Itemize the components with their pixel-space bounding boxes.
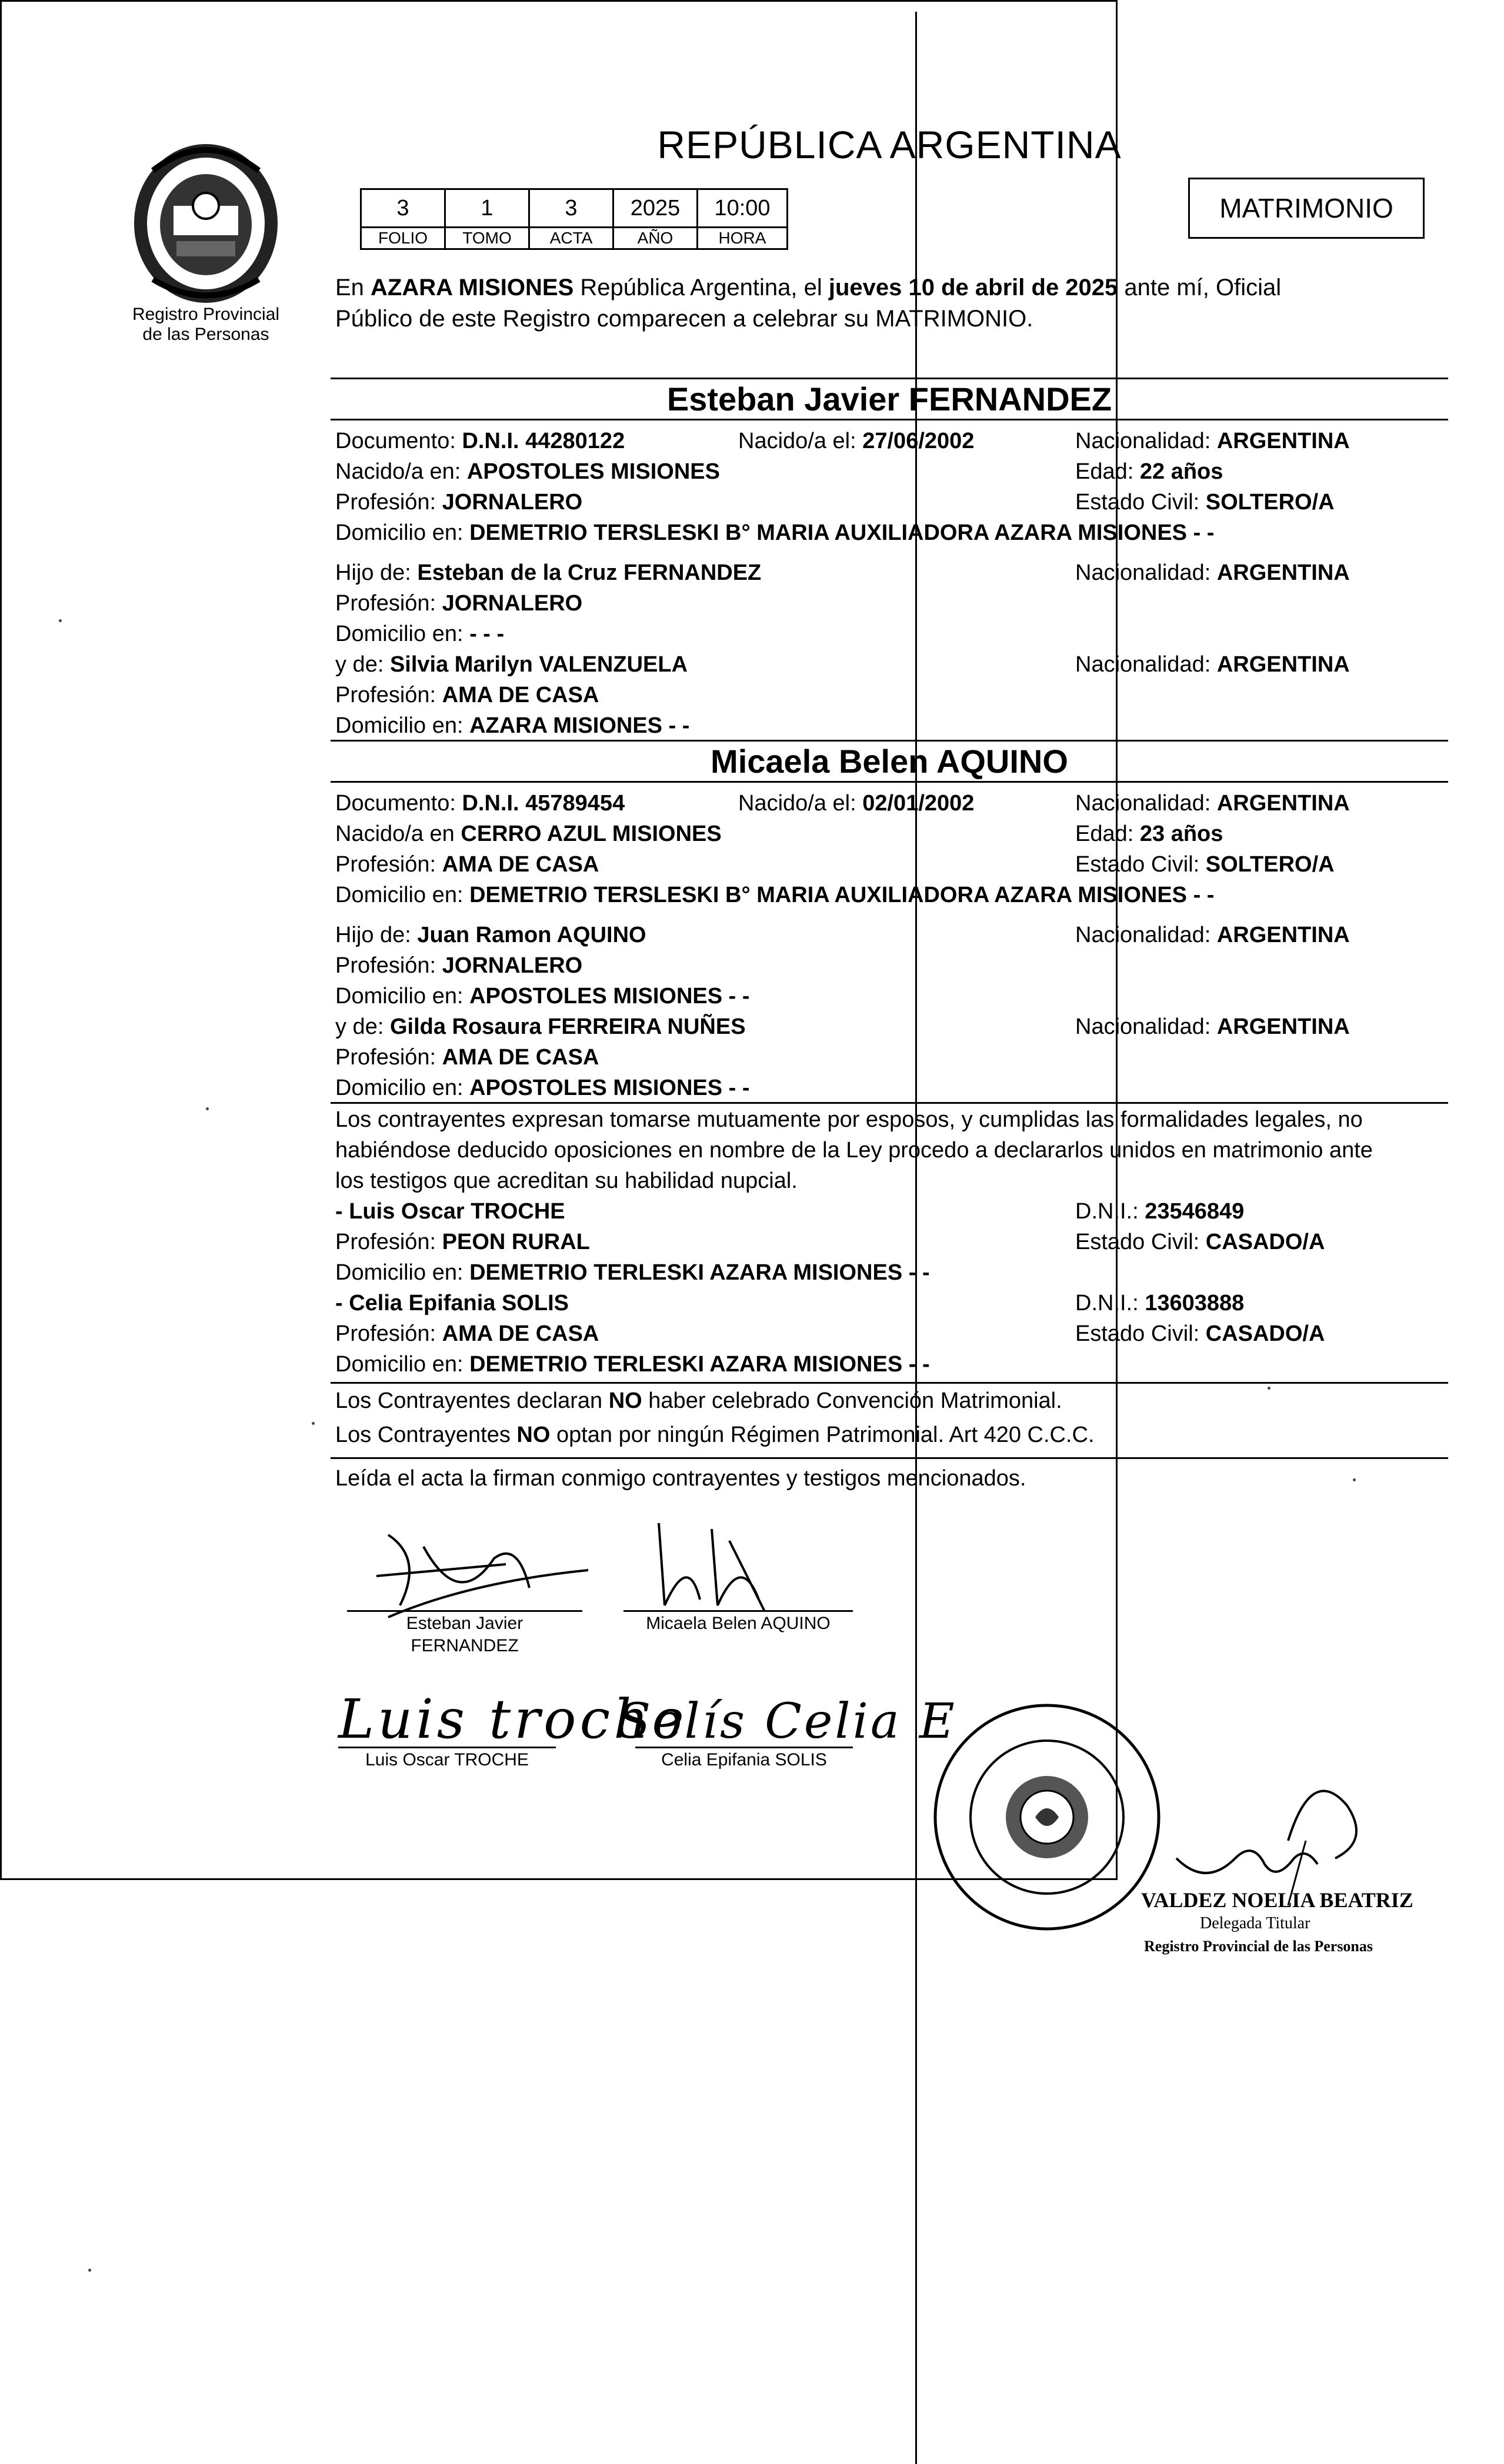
label: Nacionalidad:: [1075, 1014, 1217, 1039]
label: Estado Civil:: [1075, 1321, 1206, 1346]
label: Profesión:: [335, 1230, 442, 1254]
provincia-misiones-seal-logo: [118, 135, 294, 312]
closing-statement: Leída el acta la firman conmigo contrayentes y testigos mencionados.: [335, 1466, 1026, 1491]
label: D.N.I.:: [1075, 1291, 1145, 1316]
value: Silvia Marilyn VALENZUELA: [389, 652, 688, 677]
value: JORNALERO: [442, 591, 583, 616]
label: Estado Civil:: [1075, 1230, 1206, 1254]
declaration-line1: Los contrayentes expresan tomarse mutuamente por esposos, y cumplidas las formalidades legales, no: [335, 1107, 1363, 1132]
signature-micaela-aquino: [641, 1517, 818, 1623]
anio-label: AÑO: [613, 228, 698, 249]
label: Nacionalidad:: [1075, 429, 1217, 453]
spouse2-civil-status: [1075, 849, 1335, 880]
value: ARGENTINA: [1216, 429, 1350, 453]
spouse1-civil-status: [1075, 487, 1335, 517]
value: CASADO/A: [1205, 1321, 1325, 1346]
value: AMA DE CASA: [442, 683, 599, 707]
spouse1-birthplace: [335, 456, 720, 487]
text: haber celebrado Convención Matrimonial.: [642, 1388, 1062, 1413]
intro-line2: Público de este Registro comparecen a celebrar su MATRIMONIO.: [335, 306, 1033, 332]
act-type-box: MATRIMONIO: [1188, 178, 1425, 239]
signature-name-4: Celia Epifania SOLIS: [661, 1750, 827, 1769]
label: Nacido/a el:: [738, 791, 863, 816]
spouse2-father-address: [335, 981, 750, 1011]
signature-name-1: [347, 1612, 582, 1657]
value: DEMETRIO TERLESKI AZARA MISIONES - -: [469, 1260, 930, 1285]
spouse1-father: [335, 557, 761, 588]
value: ARGENTINA: [1216, 791, 1350, 816]
value: SOLTERO/A: [1205, 852, 1335, 877]
spouse2-father-profession: [335, 950, 582, 981]
spouse2-father: [335, 920, 646, 950]
label: Domicilio en:: [335, 520, 470, 545]
hora-label: HORA: [698, 228, 788, 249]
label: Nacido/a en: [335, 822, 461, 846]
witness1-name: [335, 1196, 565, 1227]
value: DEMETRIO TERSLESKI B° MARIA AUXILIADORA AZARA MISIONES - -: [469, 883, 1215, 907]
value: Gilda Rosaura FERREIRA NUÑES: [389, 1014, 746, 1039]
label: y de:: [335, 1014, 390, 1039]
scan-speck: [1353, 1478, 1356, 1481]
label: Nacido/a en:: [335, 459, 467, 484]
value: 23546849: [1145, 1199, 1245, 1224]
declaration-line2: habiéndose deducido oposiciones en nombre de la Ley procedo a declararlos unidos en matrimonio ante: [335, 1138, 1373, 1163]
witness1-profession: [335, 1227, 590, 1257]
spouse1-mother: [335, 649, 688, 680]
label: Domicilio en:: [335, 1260, 470, 1285]
label: Estado Civil:: [1075, 852, 1206, 877]
spouse2-address: [335, 880, 1214, 910]
spouse2-birthplace: [335, 819, 722, 849]
folio-table: [360, 188, 788, 250]
spouse1-address: [335, 517, 1214, 548]
logo-caption-line1: Registro Provincial: [132, 305, 280, 324]
label: Profesión:: [335, 953, 442, 978]
label: Profesión:: [335, 683, 442, 707]
spouse1-father-profession: [335, 588, 582, 619]
spouse1-age: [1075, 456, 1223, 487]
label: Domicilio en:: [335, 1076, 470, 1100]
signature-name-3: Luis Oscar TROCHE: [365, 1750, 529, 1769]
spouse1-birthdate: [738, 426, 974, 456]
hora-value: 10:00: [698, 189, 788, 228]
scan-speck: [206, 1107, 209, 1110]
label: Nacionalidad:: [1075, 560, 1217, 585]
label: Documento:: [335, 429, 462, 453]
value: CERRO AZUL MISIONES: [461, 822, 722, 846]
label: Profesión:: [335, 490, 442, 515]
value: 13603888: [1145, 1291, 1245, 1316]
witness2-profession: [335, 1318, 599, 1349]
witness2-dni: [1075, 1288, 1244, 1318]
value: 22 años: [1139, 459, 1223, 484]
spouse1-mother-nationality: [1075, 649, 1350, 680]
label: D.N.I.:: [1075, 1199, 1145, 1224]
text: Los Contrayentes: [335, 1423, 517, 1447]
label: Profesión:: [335, 591, 442, 616]
value: APOSTOLES MISIONES: [466, 459, 720, 484]
spouse2-father-nationality: [1075, 920, 1350, 950]
tomo-value: 1: [445, 189, 529, 228]
emphasis: NO: [608, 1388, 642, 1413]
label: Nacionalidad:: [1075, 923, 1217, 947]
spouse2-birthdate: [738, 788, 974, 819]
value: DEMETRIO TERLESKI AZARA MISIONES - -: [469, 1352, 930, 1377]
folio-label: FOLIO: [361, 228, 445, 249]
value: ARGENTINA: [1216, 652, 1350, 677]
scan-speck: [312, 1422, 315, 1425]
value: APOSTOLES MISIONES - -: [469, 1076, 750, 1100]
text: optan por ningún Régimen Patrimonial. Art 420 C.C.C.: [550, 1423, 1095, 1447]
acta-label: ACTA: [529, 228, 613, 249]
emphasis: NO: [516, 1423, 551, 1447]
scan-speck: [88, 2269, 91, 2272]
value: - - -: [469, 622, 505, 646]
label: Documento:: [335, 791, 462, 816]
signature-name-2: Micaela Belen AQUINO: [646, 1614, 831, 1633]
value: - Luis Oscar TROCHE: [335, 1199, 565, 1224]
value: ARGENTINA: [1216, 1014, 1350, 1039]
label: Estado Civil:: [1075, 490, 1206, 515]
label: Nacionalidad:: [1075, 791, 1217, 816]
spouse2-name: Micaela Belen AQUINO: [711, 743, 1068, 780]
spouse1-document: [335, 426, 625, 456]
intro-text: ante mí, Oficial: [1118, 275, 1282, 301]
value: PEON RURAL: [442, 1230, 590, 1254]
value: 23 años: [1139, 822, 1223, 846]
label: Hijo de:: [335, 560, 418, 585]
label: Profesión:: [335, 852, 442, 877]
value: CASADO/A: [1205, 1230, 1325, 1254]
scan-speck: [59, 619, 62, 622]
spouse1-name: Esteban Javier FERNANDEZ: [666, 380, 1112, 418]
officer-signature: [1170, 1770, 1382, 1905]
official-stamp: [929, 1700, 1165, 1935]
signature-line-3: [338, 1747, 556, 1748]
intro-text: República Argentina, el: [573, 275, 829, 301]
spouse1-father-address: [335, 619, 504, 649]
signature-line-4: [635, 1747, 853, 1748]
spouse1-mother-address: [335, 710, 689, 741]
officer-name: VALDEZ NOELIA BEATRIZ: [1141, 1888, 1413, 1912]
scan-speck: [1268, 1387, 1270, 1390]
label: Nacionalidad:: [1075, 652, 1217, 677]
spouse1-profession: [335, 487, 582, 517]
officer-role: Delegada Titular: [1200, 1914, 1310, 1932]
label: Profesión:: [335, 1045, 442, 1070]
divider-intro: [331, 378, 1448, 379]
value: D.N.I. 45789454: [462, 791, 625, 816]
value: ARGENTINA: [1216, 923, 1350, 947]
value: ARGENTINA: [1216, 560, 1350, 585]
spouse2-mother-nationality: [1075, 1011, 1350, 1042]
value: Esteban de la Cruz FERNANDEZ: [417, 560, 762, 585]
intro-line1: [335, 273, 1281, 302]
convention-line2: [335, 1420, 1095, 1450]
label: Edad:: [1075, 459, 1140, 484]
declaration-line3: los testigos que acreditan su habilidad nupcial.: [335, 1168, 798, 1193]
spouse2-document: [335, 788, 625, 819]
divider-closing: [331, 1457, 1448, 1459]
witness2-address: [335, 1349, 930, 1380]
value: 27/06/2002: [862, 429, 975, 453]
spouse1-father-nationality: [1075, 557, 1350, 588]
spouse2-mother-profession: [335, 1042, 599, 1073]
divider-conventions: [331, 1382, 1448, 1384]
label: y de:: [335, 652, 390, 677]
label: Domicilio en:: [335, 622, 470, 646]
signature-name-1-line1: Esteban Javier: [406, 1614, 523, 1633]
intro-place: AZARA MISIONES: [371, 275, 574, 301]
tomo-label: TOMO: [445, 228, 529, 249]
value: APOSTOLES MISIONES - -: [469, 984, 750, 1009]
anio-value: 2025: [613, 189, 698, 228]
label: Hijo de:: [335, 923, 418, 947]
intro-date: jueves 10 de abril de 2025: [828, 275, 1118, 301]
value: SOLTERO/A: [1205, 490, 1335, 515]
convention-line1: [335, 1385, 1062, 1416]
spouse1-mother-profession: [335, 680, 599, 710]
value: Juan Ramon AQUINO: [417, 923, 646, 947]
acta-value: 3: [529, 189, 613, 228]
spouse2-mother: [335, 1011, 746, 1042]
signature-line-1: [347, 1610, 582, 1612]
value: AMA DE CASA: [442, 852, 599, 877]
signature-line-2: [623, 1610, 853, 1612]
signature-celia-solis: Solís Celia E: [618, 1694, 957, 1749]
witness2-name: [335, 1288, 569, 1318]
value: AMA DE CASA: [442, 1321, 599, 1346]
label: Profesión:: [335, 1321, 442, 1346]
spouse2-nationality: [1075, 788, 1350, 819]
label: Edad:: [1075, 822, 1140, 846]
witness1-dni: [1075, 1196, 1244, 1227]
spouse2-mother-address: [335, 1073, 750, 1103]
label: Domicilio en:: [335, 984, 470, 1009]
label: Nacido/a el:: [738, 429, 863, 453]
divider-spouse2: [331, 781, 1448, 783]
witness2-civil-status: [1075, 1318, 1325, 1349]
page-title: REPÚBLICA ARGENTINA: [657, 123, 1122, 166]
value: AZARA MISIONES - -: [469, 713, 690, 738]
label: Domicilio en:: [335, 713, 470, 738]
value: D.N.I. 44280122: [462, 429, 625, 453]
folio-value: 3: [361, 189, 445, 228]
value: JORNALERO: [442, 490, 583, 515]
spouse2-age: [1075, 819, 1223, 849]
logo-caption-line2: de las Personas: [142, 325, 269, 344]
signature-name-1-line2: FERNANDEZ: [411, 1636, 519, 1655]
text: Los Contrayentes declaran: [335, 1388, 609, 1413]
witness1-address: [335, 1257, 930, 1288]
logo-caption: [109, 305, 303, 345]
label: Domicilio en:: [335, 1352, 470, 1377]
officer-office: Registro Provincial de las Personas: [1144, 1938, 1373, 1955]
value: JORNALERO: [442, 953, 583, 978]
value: 02/01/2002: [862, 791, 975, 816]
value: AMA DE CASA: [442, 1045, 599, 1070]
signature-luis-troche: Luis troche: [338, 1688, 688, 1751]
spouse1-nationality: [1075, 426, 1350, 456]
witness1-civil-status: [1075, 1227, 1325, 1257]
value: DEMETRIO TERSLESKI B° MARIA AUXILIADORA AZARA MISIONES - -: [469, 520, 1215, 545]
divider-spouse1: [331, 419, 1448, 420]
value: - Celia Epifania SOLIS: [335, 1291, 569, 1316]
spouse2-profession: [335, 849, 599, 880]
label: Domicilio en:: [335, 883, 470, 907]
intro-text: En: [335, 275, 371, 301]
